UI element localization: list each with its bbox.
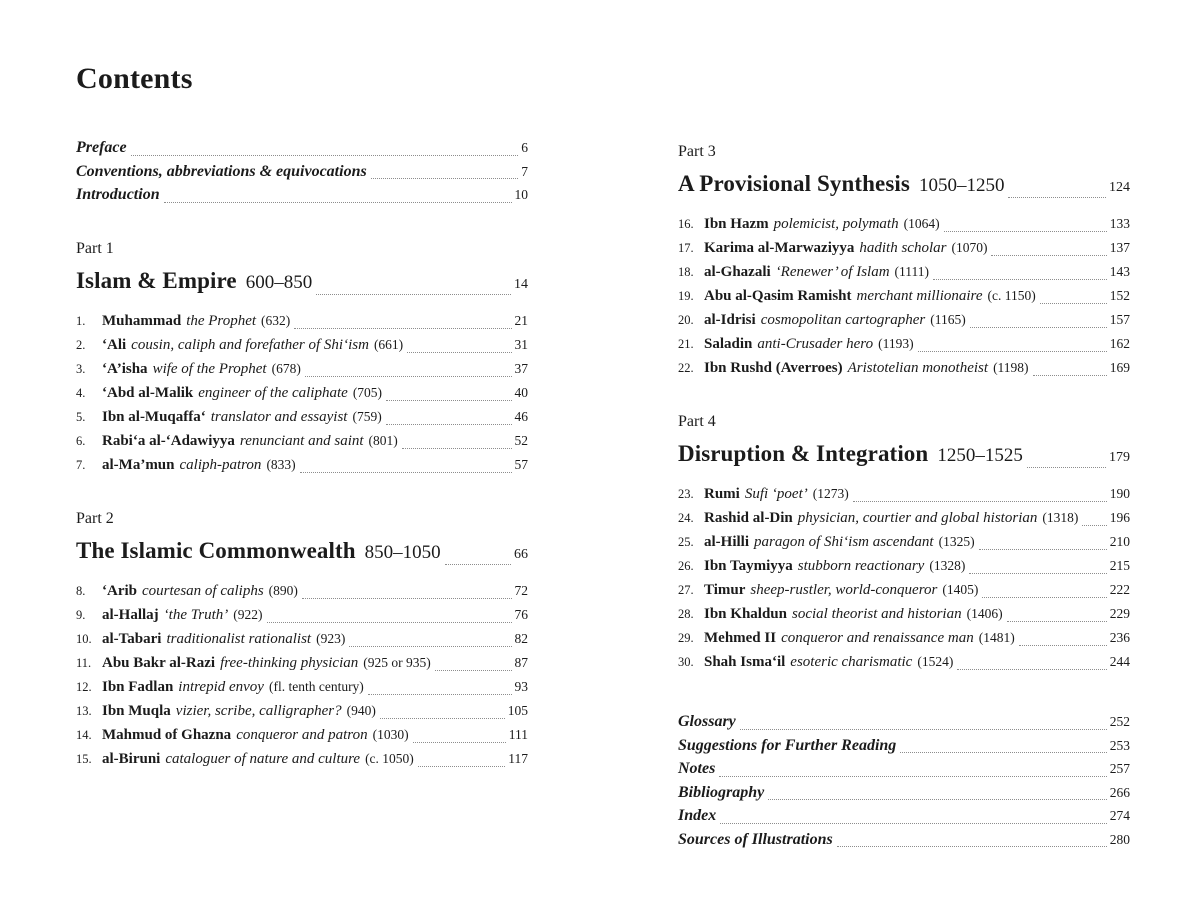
dot-leader bbox=[918, 351, 1107, 352]
chapter-year: (1405) bbox=[942, 582, 979, 597]
chapter-number: 24. bbox=[678, 511, 694, 525]
chapter-year: (925 or 935) bbox=[363, 654, 431, 670]
chapter-number: 10. bbox=[76, 631, 92, 646]
chapter-year: (1481) bbox=[978, 630, 1015, 645]
chapter-year: (833) bbox=[266, 456, 296, 472]
toc-entry bbox=[678, 554, 1130, 578]
chapter-name: al-Hilli bbox=[704, 534, 749, 550]
page-number: 229 bbox=[1109, 606, 1130, 621]
toc-entry-conventions bbox=[76, 160, 528, 184]
chapter-number: 9. bbox=[76, 607, 86, 622]
page-number: 253 bbox=[1109, 737, 1130, 753]
part-title: Islam & Empire bbox=[76, 267, 237, 293]
page-number: 236 bbox=[1109, 630, 1130, 645]
chapter-description: engineer of the caliphate bbox=[198, 384, 348, 401]
chapter-name: Muhammad bbox=[102, 312, 182, 329]
chapter-list bbox=[76, 579, 528, 771]
page-number: 222 bbox=[1109, 582, 1130, 597]
page-number: 66 bbox=[514, 546, 528, 562]
chapter-name: al-Tabari bbox=[102, 630, 162, 647]
chapter-list bbox=[678, 482, 1130, 674]
part-title: Disruption & Integration bbox=[678, 441, 929, 466]
toc-entry-notes bbox=[678, 757, 1130, 781]
chapter-description: free-thinking physician bbox=[220, 654, 359, 671]
part-1-section bbox=[76, 239, 528, 477]
chapter-number: 26. bbox=[678, 559, 694, 573]
chapter-description: Aristotelian monotheist bbox=[847, 360, 989, 376]
chapter-year: (705) bbox=[352, 384, 383, 400]
toc-entry-further-reading bbox=[678, 734, 1130, 758]
toc-entry bbox=[76, 675, 528, 699]
chapter-year: (1318) bbox=[1042, 510, 1079, 525]
page-number: 244 bbox=[1109, 654, 1130, 669]
chapter-name: Ibn Khaldun bbox=[704, 606, 787, 622]
toc-entry-preface bbox=[76, 136, 528, 160]
dot-leader bbox=[1019, 645, 1107, 646]
toc-entry bbox=[76, 429, 528, 453]
dot-leader bbox=[371, 178, 519, 179]
chapter-description: courtesan of caliphs bbox=[142, 582, 264, 599]
chapter-description: renunciant and saint bbox=[239, 432, 364, 449]
page-number: 6 bbox=[521, 140, 528, 155]
page-number: 87 bbox=[514, 654, 528, 670]
dot-leader bbox=[720, 823, 1107, 824]
part-label: Part 4 bbox=[678, 413, 716, 430]
page-number: 117 bbox=[508, 750, 528, 766]
page-number: 179 bbox=[1109, 450, 1130, 465]
chapter-number: 5. bbox=[76, 409, 86, 424]
chapter-name: al-Ma’mun bbox=[102, 456, 175, 473]
chapter-list bbox=[678, 212, 1130, 380]
chapter-name: Ibn Rushd (Averroes) bbox=[704, 360, 843, 376]
chapter-name: Shah Isma‘il bbox=[704, 654, 786, 670]
chapter-number: 29. bbox=[678, 631, 694, 645]
chapter-year: (1524) bbox=[917, 654, 954, 669]
chapter-year: (1030) bbox=[372, 726, 409, 742]
part-dates: 850–1050 bbox=[364, 541, 441, 563]
page-number: 40 bbox=[514, 384, 528, 400]
page-number: 137 bbox=[1109, 240, 1130, 255]
chapter-number: 1. bbox=[76, 313, 86, 328]
chapter-description: cousin, caliph and forefather of Shi‘ism bbox=[131, 336, 369, 353]
page-number: 93 bbox=[514, 678, 528, 694]
chapter-year: (1070) bbox=[951, 240, 988, 255]
toc-entry bbox=[678, 482, 1130, 506]
entry-label: Conventions, abbreviations & equivocations bbox=[76, 162, 367, 180]
chapter-year: (1111) bbox=[894, 264, 930, 279]
chapter-year: (fl. tenth century) bbox=[268, 678, 364, 694]
chapter-name: Rumi bbox=[704, 486, 740, 502]
chapter-name: Rashid al-Din bbox=[704, 510, 793, 526]
chapter-number: 23. bbox=[678, 487, 694, 501]
dot-leader bbox=[300, 472, 512, 473]
chapter-year: (890) bbox=[268, 582, 298, 598]
chapter-name: Ibn Taymiyya bbox=[704, 558, 793, 574]
page-number: 105 bbox=[507, 702, 528, 718]
page-number: 280 bbox=[1109, 831, 1130, 847]
chapter-number: 8. bbox=[76, 583, 86, 598]
dot-leader bbox=[1033, 375, 1107, 376]
chapter-description: esoteric charismatic bbox=[790, 654, 913, 670]
part-label: Part 2 bbox=[76, 509, 114, 527]
chapter-name: Rabi‘a al-‘Adawiyya bbox=[102, 432, 235, 449]
chapter-description: social theorist and historian bbox=[791, 606, 962, 622]
page-number: 7 bbox=[521, 163, 528, 179]
page-number: 37 bbox=[514, 360, 528, 376]
toc-entry-introduction bbox=[76, 183, 528, 207]
chapter-name: Ibn al-Muqaffa‘ bbox=[102, 408, 206, 425]
chapter-number: 7. bbox=[76, 457, 86, 472]
part-heading bbox=[76, 267, 528, 299]
page-number: 162 bbox=[1109, 336, 1130, 351]
chapter-description: stubborn reactionary bbox=[797, 558, 925, 574]
page-number: 157 bbox=[1109, 312, 1130, 327]
dot-leader bbox=[413, 742, 506, 743]
page-number: 111 bbox=[508, 726, 528, 742]
chapter-name: ‘Abd al-Malik bbox=[102, 384, 194, 401]
dot-leader bbox=[991, 255, 1106, 256]
entry-label: Suggestions for Further Reading bbox=[678, 736, 897, 754]
toc-entry bbox=[678, 212, 1130, 236]
page-number: 190 bbox=[1109, 486, 1130, 501]
part-label: Part 1 bbox=[76, 239, 114, 257]
chapter-description: polemicist, polymath bbox=[773, 216, 899, 232]
page-number: 57 bbox=[514, 456, 528, 472]
toc-entry bbox=[76, 723, 528, 747]
chapter-year: (1198) bbox=[993, 360, 1029, 375]
page-number: 152 bbox=[1109, 288, 1130, 303]
chapter-year: (1064) bbox=[903, 216, 940, 231]
dot-leader bbox=[445, 564, 511, 565]
page-number: 266 bbox=[1109, 784, 1130, 800]
dot-leader bbox=[979, 549, 1107, 550]
part-title: The Islamic Commonwealth bbox=[76, 537, 356, 563]
chapter-year: (661) bbox=[373, 336, 404, 352]
chapter-year: (678) bbox=[271, 360, 301, 376]
chapter-year: (632) bbox=[261, 312, 291, 328]
chapter-description: anti-Crusader hero bbox=[757, 336, 874, 352]
toc-entry bbox=[678, 602, 1130, 626]
chapter-year: (1325) bbox=[938, 534, 975, 549]
page-number: 124 bbox=[1109, 180, 1130, 195]
chapter-description: merchant millionaire bbox=[856, 288, 983, 304]
toc-entry bbox=[678, 356, 1130, 380]
toc-entry bbox=[678, 506, 1130, 530]
dot-leader bbox=[435, 670, 512, 671]
part-heading bbox=[76, 537, 528, 569]
chapter-description: cataloguer of nature and culture bbox=[165, 750, 361, 767]
dot-leader bbox=[933, 279, 1107, 280]
entry-label: Index bbox=[678, 807, 717, 824]
toc-entry bbox=[678, 530, 1130, 554]
part-label: Part 3 bbox=[678, 143, 716, 160]
chapter-name: Karima al-Marwaziyya bbox=[704, 240, 855, 256]
left-column bbox=[76, 136, 528, 851]
dot-leader bbox=[1082, 525, 1106, 526]
chapter-year: (1193) bbox=[878, 336, 914, 351]
toc-entry-index bbox=[678, 804, 1130, 828]
chapter-year: (940) bbox=[346, 702, 376, 718]
dot-leader bbox=[1040, 303, 1107, 304]
part-dates: 600–850 bbox=[245, 271, 313, 293]
chapter-description: translator and essayist bbox=[210, 408, 348, 425]
chapter-number: 15. bbox=[76, 751, 92, 766]
chapter-name: Mehmed II bbox=[704, 630, 777, 646]
chapter-name: ‘Arib bbox=[102, 582, 137, 599]
chapter-number: 22. bbox=[678, 361, 694, 375]
chapter-number: 6. bbox=[76, 433, 86, 448]
dot-leader bbox=[386, 424, 512, 425]
chapter-description: conqueror and renaissance man bbox=[781, 630, 974, 646]
page-number: 52 bbox=[514, 432, 528, 448]
toc-entry bbox=[678, 308, 1130, 332]
chapter-year: (c. 1050) bbox=[365, 750, 414, 766]
dot-leader bbox=[402, 448, 512, 449]
chapter-name: Ibn Fadlan bbox=[102, 678, 174, 695]
page-number: 196 bbox=[1109, 510, 1130, 525]
dot-leader bbox=[407, 352, 511, 353]
part-heading bbox=[678, 170, 1130, 202]
toc-entry-glossary bbox=[678, 710, 1130, 734]
page-number: 274 bbox=[1109, 808, 1130, 823]
chapter-name: Abu al-Qasim Ramisht bbox=[704, 288, 852, 304]
dot-leader bbox=[837, 846, 1107, 847]
part-dates: 1050–1250 bbox=[918, 175, 1005, 196]
page-number: 10 bbox=[514, 187, 528, 202]
toc-entry bbox=[76, 627, 528, 651]
chapter-description: caliph-patron bbox=[179, 456, 262, 473]
chapter-number: 30. bbox=[678, 655, 694, 669]
toc-entry bbox=[76, 309, 528, 333]
chapter-description: wife of the Prophet bbox=[152, 360, 267, 377]
chapter-number: 11. bbox=[76, 655, 92, 670]
chapter-name: al-Hallaj bbox=[102, 606, 159, 623]
chapter-year: (923) bbox=[316, 630, 346, 646]
dot-leader bbox=[719, 776, 1106, 777]
dot-leader bbox=[768, 799, 1107, 800]
chapter-number: 13. bbox=[76, 703, 92, 718]
page-number: 210 bbox=[1109, 534, 1130, 549]
chapter-number: 25. bbox=[678, 535, 694, 549]
chapter-description: traditionalist rationalist bbox=[166, 630, 312, 647]
toc-entry bbox=[678, 650, 1130, 674]
chapter-name: al-Biruni bbox=[102, 750, 161, 767]
chapter-year: (1165) bbox=[930, 312, 966, 327]
front-matter-list bbox=[76, 136, 528, 207]
toc-entry bbox=[678, 260, 1130, 284]
dot-leader bbox=[302, 598, 512, 599]
page-number: 143 bbox=[1109, 264, 1130, 279]
chapter-year: (922) bbox=[233, 606, 263, 622]
page-number: 72 bbox=[514, 582, 528, 598]
part-2-section bbox=[76, 509, 528, 771]
dot-leader bbox=[368, 694, 512, 695]
dot-leader bbox=[349, 646, 511, 647]
chapter-name: Saladin bbox=[704, 336, 753, 352]
dot-leader bbox=[970, 327, 1107, 328]
chapter-year: (1406) bbox=[966, 606, 1003, 621]
chapter-year: (1328) bbox=[929, 558, 966, 573]
dot-leader bbox=[740, 729, 1107, 730]
page-number: 82 bbox=[514, 630, 528, 646]
chapter-name: ‘Ali bbox=[102, 336, 127, 353]
toc-entry bbox=[76, 579, 528, 603]
page-number: 169 bbox=[1109, 360, 1130, 375]
toc-entry-sources bbox=[678, 828, 1130, 852]
chapter-number: 21. bbox=[678, 337, 694, 351]
page-number: 257 bbox=[1109, 761, 1130, 776]
chapter-number: 16. bbox=[678, 217, 694, 231]
dot-leader bbox=[982, 597, 1106, 598]
chapter-year: (1273) bbox=[812, 486, 849, 501]
chapter-year: (801) bbox=[368, 432, 398, 448]
chapter-description: conqueror and patron bbox=[236, 726, 368, 743]
chapter-name: Timur bbox=[704, 582, 746, 598]
toc-entry bbox=[76, 747, 528, 771]
toc-entry bbox=[76, 453, 528, 477]
chapter-name: al-Idrisi bbox=[704, 312, 756, 328]
chapter-description: ‘Renewer’ of Islam bbox=[775, 264, 890, 280]
chapter-name: ‘A’isha bbox=[102, 360, 148, 377]
chapter-number: 14. bbox=[76, 727, 92, 742]
toc-entry bbox=[76, 357, 528, 381]
chapter-description: physician, courtier and global historian bbox=[797, 510, 1038, 526]
dot-leader bbox=[969, 573, 1106, 574]
chapter-name: al-Ghazali bbox=[704, 264, 771, 280]
page-number: 14 bbox=[514, 276, 528, 292]
toc-entry bbox=[678, 332, 1130, 356]
dot-leader bbox=[1007, 621, 1107, 622]
dot-leader bbox=[900, 752, 1106, 753]
toc-entry bbox=[678, 578, 1130, 602]
chapter-name: Abu Bakr al-Razi bbox=[102, 654, 216, 671]
toc-entry bbox=[76, 381, 528, 405]
chapter-description: ‘the Truth’ bbox=[163, 606, 229, 623]
part-4-section bbox=[678, 412, 1130, 674]
chapter-name: Ibn Muqla bbox=[102, 702, 171, 719]
part-dates: 1250–1525 bbox=[937, 445, 1023, 466]
toc-entry bbox=[76, 603, 528, 627]
page-number: 31 bbox=[514, 336, 528, 352]
dot-leader bbox=[957, 669, 1106, 670]
toc-entry bbox=[76, 333, 528, 357]
chapter-description: vizier, scribe, calligrapher? bbox=[175, 702, 342, 719]
chapter-description: sheep-rustler, world-conqueror bbox=[750, 582, 938, 598]
part-heading bbox=[678, 440, 1130, 472]
chapter-number: 18. bbox=[678, 265, 694, 279]
chapter-description: hadith scholar bbox=[859, 240, 947, 256]
dot-leader bbox=[1008, 197, 1106, 198]
chapter-description: Sufi ‘poet’ bbox=[744, 486, 808, 502]
toc-entry bbox=[76, 651, 528, 675]
back-matter-list bbox=[678, 710, 1130, 851]
dot-leader bbox=[294, 328, 511, 329]
toc-entry bbox=[76, 699, 528, 723]
toc-entry bbox=[678, 284, 1130, 308]
chapter-number: 19. bbox=[678, 289, 694, 303]
chapter-number: 12. bbox=[76, 679, 92, 694]
contents-columns bbox=[76, 136, 1200, 851]
dot-leader bbox=[380, 718, 505, 719]
chapter-number: 27. bbox=[678, 583, 694, 597]
part-title: A Provisional Synthesis bbox=[678, 171, 910, 196]
toc-entry bbox=[76, 405, 528, 429]
entry-label: Glossary bbox=[678, 713, 736, 730]
dot-leader bbox=[267, 622, 512, 623]
chapter-name: Ibn Hazm bbox=[704, 216, 769, 232]
page-number: 252 bbox=[1109, 714, 1130, 729]
entry-label: Notes bbox=[678, 760, 716, 777]
page-number: 76 bbox=[514, 606, 528, 622]
page-number: 215 bbox=[1109, 558, 1130, 573]
chapter-description: paragon of Shi‘ism ascendant bbox=[754, 534, 934, 550]
chapter-year: (c. 1150) bbox=[987, 288, 1036, 303]
chapter-list bbox=[76, 309, 528, 477]
chapter-year: (759) bbox=[352, 408, 382, 424]
dot-leader bbox=[164, 202, 512, 203]
chapter-number: 2. bbox=[76, 337, 86, 352]
chapter-number: 4. bbox=[76, 385, 86, 400]
toc-entry bbox=[678, 626, 1130, 650]
page-number: 133 bbox=[1109, 216, 1130, 231]
entry-label: Preface bbox=[76, 139, 127, 156]
dot-leader bbox=[131, 155, 519, 156]
chapter-description: cosmopolitan cartographer bbox=[760, 312, 926, 328]
chapter-number: 3. bbox=[76, 361, 86, 376]
entry-label: Sources of Illustrations bbox=[678, 830, 833, 848]
chapter-description: intrepid envoy bbox=[178, 678, 264, 695]
dot-leader bbox=[316, 294, 511, 295]
part-3-section bbox=[678, 142, 1130, 380]
dot-leader bbox=[1027, 467, 1106, 468]
toc-entry bbox=[678, 236, 1130, 260]
page-title: Contents bbox=[76, 62, 193, 95]
dot-leader bbox=[418, 766, 505, 767]
dot-leader bbox=[386, 400, 511, 401]
chapter-number: 20. bbox=[678, 313, 694, 327]
dot-leader bbox=[305, 376, 512, 377]
chapter-number: 28. bbox=[678, 607, 694, 621]
toc-entry-bibliography bbox=[678, 781, 1130, 805]
entry-label: Bibliography bbox=[678, 783, 765, 801]
page-number: 46 bbox=[514, 408, 528, 424]
dot-leader bbox=[944, 231, 1107, 232]
page-number: 21 bbox=[514, 312, 528, 328]
entry-label: Introduction bbox=[76, 186, 160, 203]
right-column bbox=[678, 136, 1130, 851]
chapter-description: the Prophet bbox=[186, 312, 257, 329]
chapter-name: Mahmud of Ghazna bbox=[102, 726, 232, 743]
chapter-number: 17. bbox=[678, 241, 694, 255]
dot-leader bbox=[853, 501, 1107, 502]
